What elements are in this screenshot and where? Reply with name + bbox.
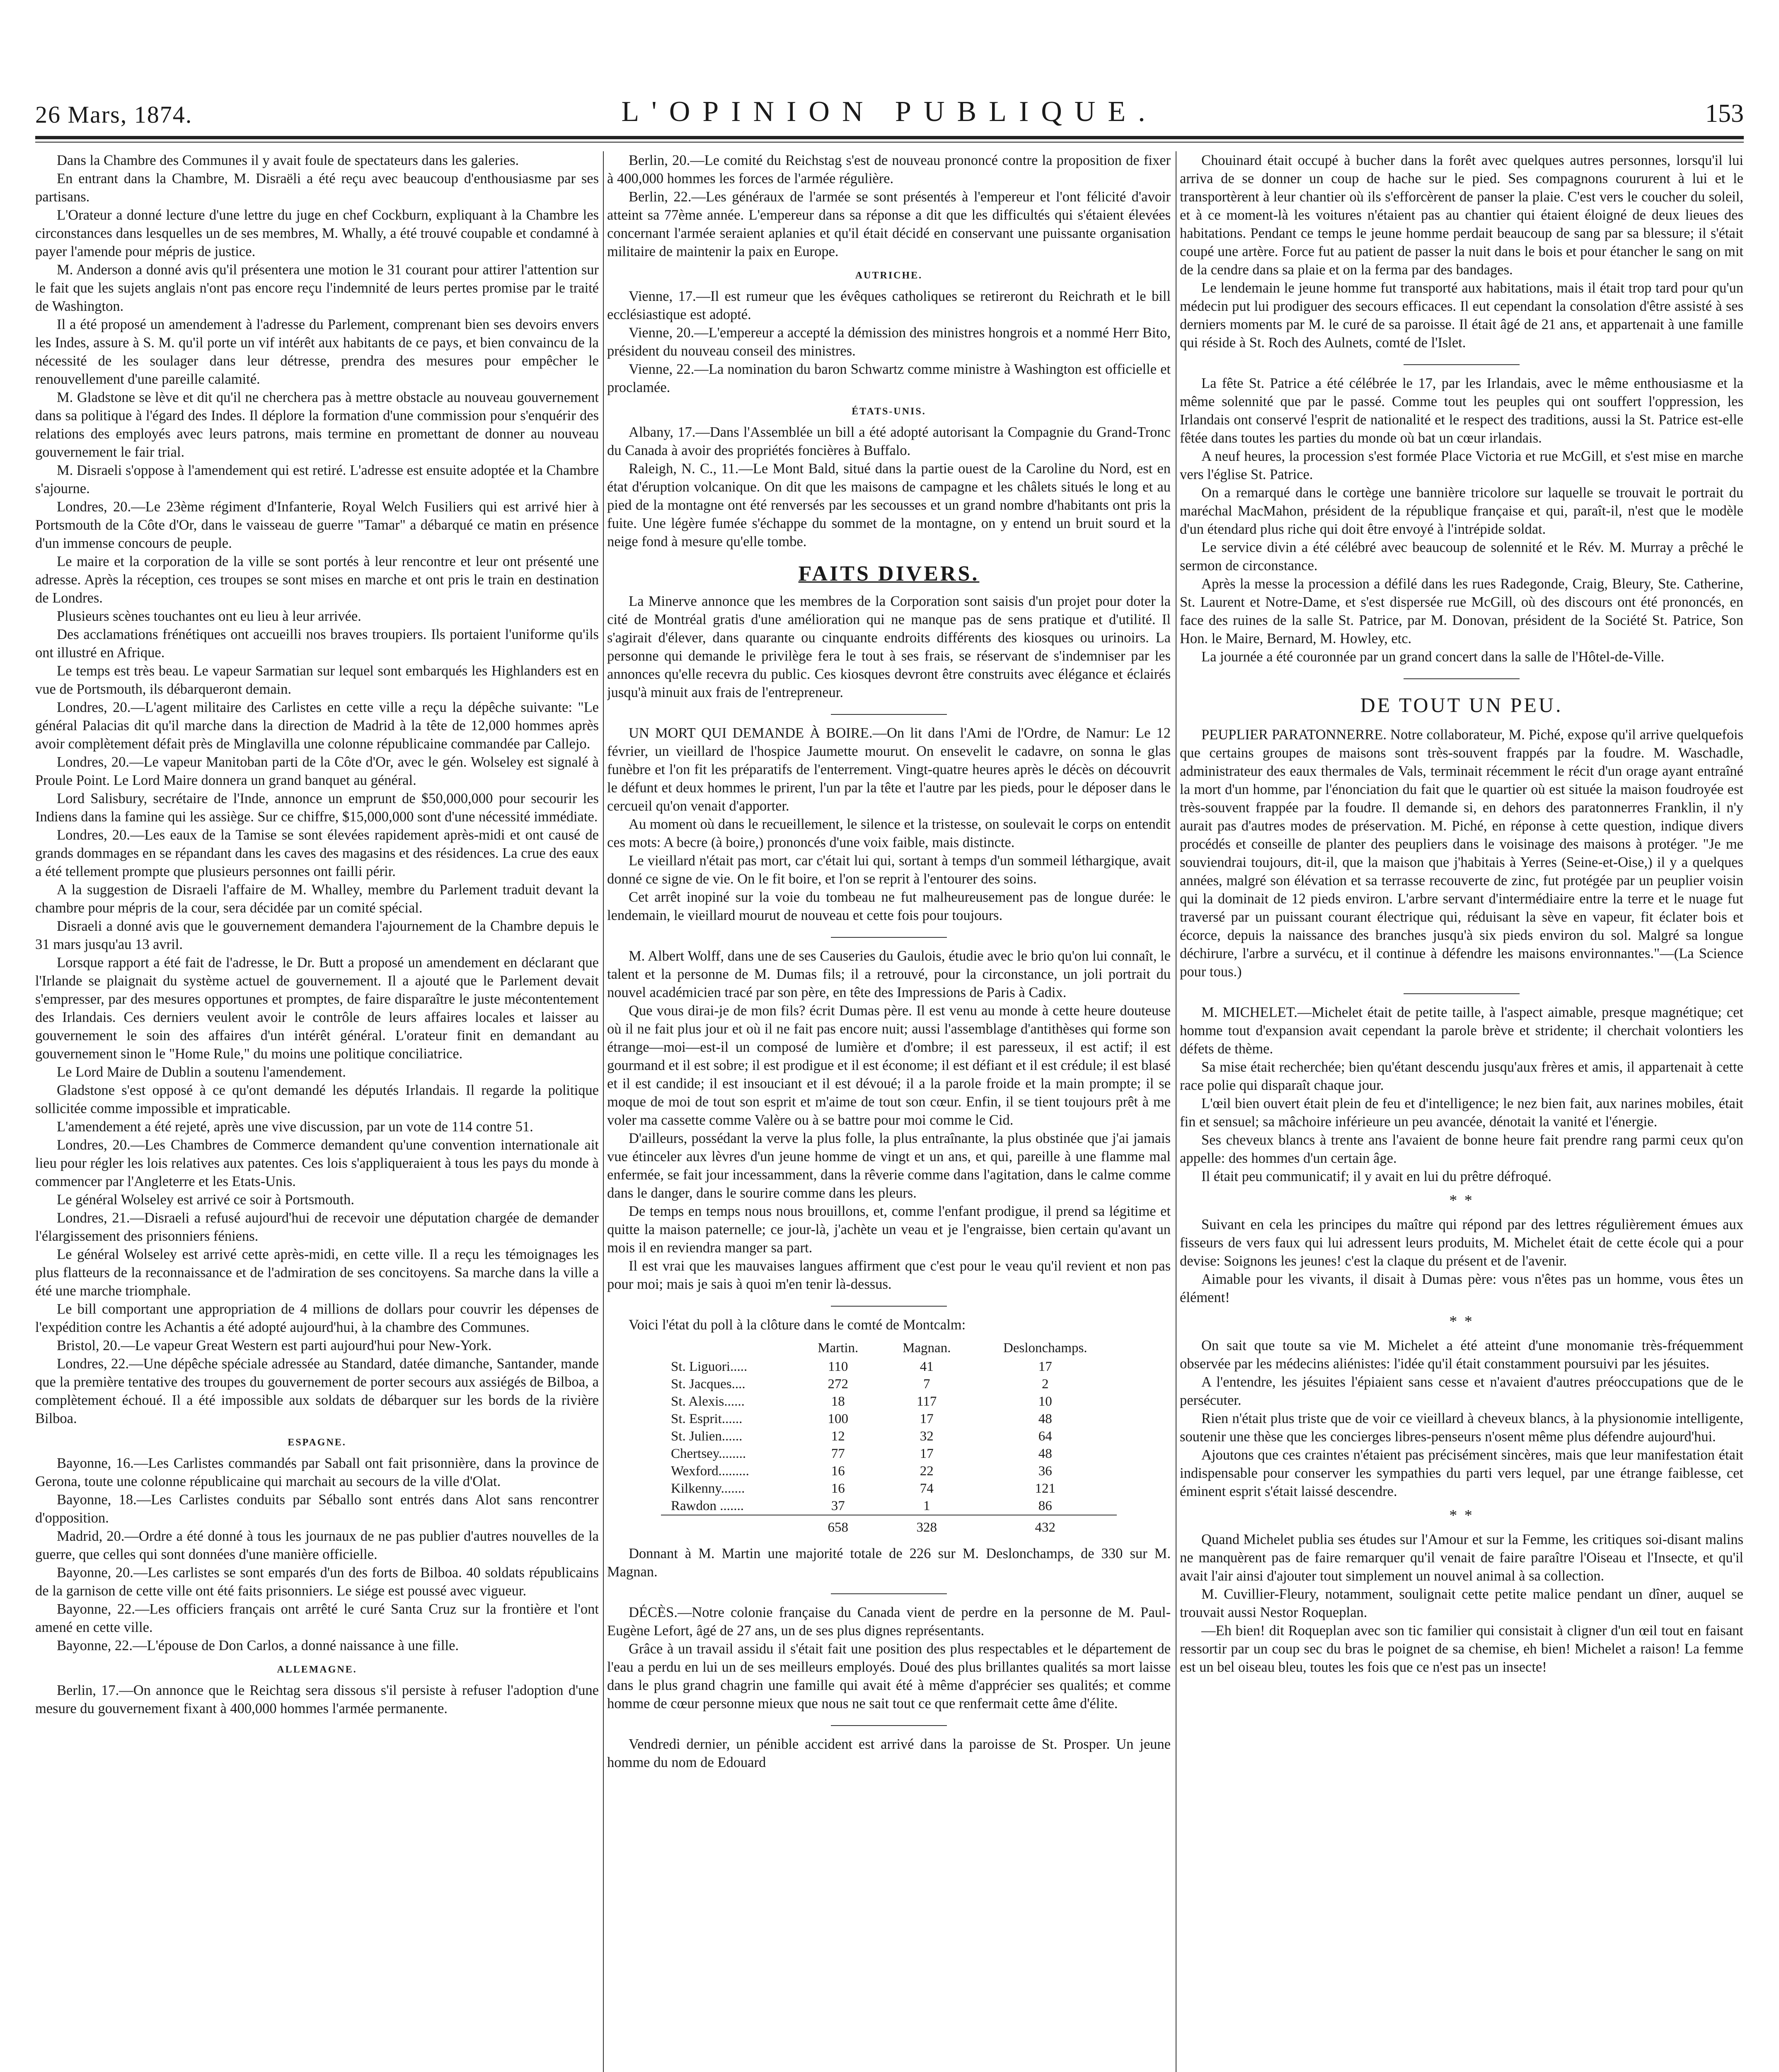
paragraph: L'œil bien ouvert était plein de feu et d'intelligence; le nez bien fait, aux narines mobiles, était fin et sensuel; sa mâchoire inférieure un peu avancée, dénotait la vanité et l'énergie. (1180, 1096, 1743, 1130)
poll-cell (661, 1515, 796, 1536)
paragraph: Madrid, 20.—Ordre a été donné à tous les journaux de ne pas publier d'autres nouvelles de la guerre, que celles qui sont données d'une manière officielle. (35, 1528, 599, 1562)
separator-rule (1404, 678, 1520, 679)
paragraph: Berlin, 17.—On annonce que le Reichtag sera dissous s'il persiste à refuser l'adoption d'une mesure du gouvernement fixant à 400,000 hommes l'armée permanente. (35, 1682, 599, 1716)
paragraph: Bayonne, 16.—Les Carlistes commandés par Saball ont fait prisonnière, dans la province de Gerona, toute une colonne républicaine qui marchait au secours de la ville d'Olat. (35, 1455, 599, 1489)
paragraph: Bayonne, 20.—Les carlistes se sont emparés d'un des forts de Bilboa. 40 soldats républicains de la garnison de cette ville ont été faits prisonniers. Le siége est poussé avec vigueur. (35, 1565, 599, 1599)
paragraph: Des acclamations frénétiques ont accueilli nos braves troupiers. Ils portaient l'uniforme qu'ils ont illustré en Afrique. (35, 627, 599, 661)
paragraph: Disraeli a donné avis que le gouvernement demandera l'ajournement de la Chambre depuis le 31 mars jusqu'au 13 avril. (35, 918, 599, 952)
poll-cell: 100 (828, 1411, 849, 1426)
poll-cell: 64 (1038, 1429, 1052, 1444)
poll-cell: 32 (920, 1429, 934, 1444)
poll-row (661, 1445, 1117, 1462)
column-right (1180, 151, 1743, 2072)
poll-cell: 74 (920, 1481, 934, 1496)
paragraph: La fête St. Patrice a été célébrée le 17, par les Irlandais, avec le même enthousiasme et la même solennité que par le passé. Comme tout les peuples qui ont souffert l'oppression, les Irlandais ont conservé l'esprit de nationalité et le respect des traditions, aussi la St. Patrice est-elle fêtée dans toutes les parties du monde où bat un cœur irlandais. (1180, 375, 1743, 446)
paragraph: Le temps est très beau. Le vapeur Sarmatian sur lequel sont embarqués les Highlanders est en vue de Portsmouth, ils débarqueront demain. (35, 663, 599, 697)
paragraph: Londres, 22.—Une dépêche spéciale adressée au Standard, datée dimanche, Santander, mande que la première tentative des troupes du gouvernement de porter secours aux assiégés de Bilboa, a complètement échoué. Il a été impossible aux soldats de débarquer sur les bords de la rivière Bilboa. (35, 1356, 599, 1426)
poll-cell: 16 (831, 1464, 845, 1479)
poll-header: Magnan. (903, 1341, 951, 1356)
poll-cell: 16 (831, 1481, 845, 1496)
poll-cell: 121 (1035, 1481, 1056, 1496)
paragraph: Quand Michelet publia ses études sur l'Amour et sur la Femme, les critiques soi-disant malins ne manquèrent pas de faire remarquer qu'il venait de faire paraître l'Oiseau et l'Insecte, et qu'il avait l'air ainsi d'ajouter tout simplement un nouvel animal à sa collection. (1180, 1532, 1743, 1584)
poll-row (661, 1480, 1117, 1497)
paragraph: Vienne, 20.—L'empereur a accepté la démission des ministres hongrois et a nommé Herr Bito, président du nouveau conseil des ministres. (607, 325, 1171, 359)
section-heading-de-tout-un-peu: DE TOUT UN PEU. (1360, 693, 1563, 716)
poll-cell: 2 (1042, 1377, 1049, 1392)
poll-cell: 272 (828, 1377, 849, 1392)
asterism-divider: * * (1449, 1192, 1474, 1209)
paragraph: Londres, 20.—Les Chambres de Commerce demandent qu'une convention internationale ait lieu pour régler les lois relatives aux patentes. Ces lois s'appliqueraient à tous les pays du monde à commencer par l'Angleterre et les Etats-Unis. (35, 1137, 599, 1189)
paragraph: L'amendement a été rejeté, après une vive discussion, par un vote de 114 contre 51. (57, 1119, 533, 1135)
poll-cell: 17 (920, 1446, 934, 1461)
paragraph: Le général Wolseley est arrivé cette après-midi, en cette ville. Il a reçu les témoignages les plus flatteurs de la reconnaissance et de l'admiration de ses concitoyens. Sa marche dans la ville a été une marche triomphale. (35, 1247, 599, 1299)
poll-cell: 7 (923, 1377, 930, 1392)
paragraph: La journée a été couronnée par un grand concert dans la salle de l'Hôtel-de-Ville. (1201, 649, 1665, 665)
paragraph: Le Lord Maire de Dublin a soutenu l'amendement. (57, 1064, 346, 1080)
paragraph: M. Anderson a donné avis qu'il présentera une motion le 31 courant pour attirer l'attention sur le fait que les sujets anglais n'ont pas encore reçu l'indemnité de leurs pertes promise par le traité de Washington. (35, 262, 599, 314)
section-subheading-autriche: AUTRICHE. (855, 270, 923, 281)
poll-cell: St. Julien...... (671, 1429, 743, 1444)
poll-row (661, 1393, 1117, 1410)
poll-cell: St. Jacques.... (671, 1377, 745, 1392)
asterism-divider: * * (1449, 1507, 1474, 1524)
column-divider (603, 151, 604, 2072)
paragraph: Cet arrêt inopiné sur la voie du tombeau ne fut malheureusement pas de longue durée: le lendemain, le vieillard mourut de nouveau et cette fois pour toujours. (607, 889, 1171, 923)
poll-cell: 12 (831, 1429, 845, 1444)
separator-rule (831, 937, 947, 938)
paragraph: Il était peu communicatif; il y avait en lui du prêtre défroqué. (1201, 1169, 1551, 1184)
poll-cell: 41 (920, 1359, 934, 1374)
poll-cell: 17 (920, 1411, 934, 1426)
poll-row (661, 1358, 1117, 1375)
paragraph: Londres, 21.—Disraeli a refusé aujourd'hui de recevoir une députation chargée de demander l'élargissement des prisonniers féniens. (35, 1210, 599, 1244)
asterism-divider: * * (1449, 1313, 1474, 1330)
paragraph: UN MORT QUI DEMANDE À BOIRE.—On lit dans l'Ami de l'Ordre, de Namur: Le 12 février, un vieillard de l'hospice Jaumette mourut. On ensevelit le cadavre, on sonna le glas funèbre et l'on fit les préparatifs de l'enterrement. Vingt-quatre heures après le décès on découvrit le défunt et deux hommes le prirent, l'un par la tête et l'autre par les pieds, pour le déposer dans le cercueil qu'on venait d'apporter. (607, 725, 1171, 814)
poll-cell: St. Liguori..... (671, 1359, 748, 1374)
paragraph: Londres, 20.—Le 23ème régiment d'Infanterie, Royal Welch Fusiliers qui est arrivé hier à Portsmouth de la Côte d'Or, dans le vaisseau de guerre "Tamar" a débarqué ce matin en présence d'un immense concours de peuple. (35, 499, 599, 551)
paragraph: Le lendemain le jeune homme fut transporté aux habitations, mais il était trop tard pour qu'un médecin put lui prodiguer des secours efficaces. Il eut cependant la consolation d'être assisté à ses derniers moments par M. le curé de sa paroisse. Il était âgé de 21 ans, et appartenait à une famille qui réside à St. Roch des Aulnets, comté de l'Islet. (1180, 280, 1743, 351)
paragraph: M. Cuvillier-Fleury, notamment, soulignait cette petite malice pendant un dîner, auquel se trouvait aussi Nestor Roqueplan. (1180, 1586, 1743, 1620)
separator-rule (831, 714, 947, 715)
paragraph: Vendredi dernier, un pénible accident est arrivé dans la paroisse de St. Prosper. Un jeune homme du nom de Edouard (607, 1736, 1171, 1770)
header-rule-thin (35, 142, 1744, 143)
paragraph: Berlin, 22.—Les généraux de l'armée se sont présentés à l'empereur et l'ont félicité d'avoir atteint sa 77ème année. L'empereur dans sa réponse a dit que les difficultés qui s'étaient élevées concernant l'armée seraient aplanies et qu'il était décidé en conservant une puissante organisation militaire de maintenir la paix en Europe. (607, 189, 1171, 259)
poll-header-row (661, 1338, 1117, 1358)
poll-total-row (661, 1515, 1117, 1536)
header-rule (35, 136, 1744, 139)
paragraph: M. MICHELET.—Michelet était de petite taille, à l'aspect aimable, presque magnétique; cet homme tout d'expansion avait cependant la parole brève et stridente; il cherchait volontiers les défets de thème. (1180, 1005, 1743, 1057)
paragraph: On sait que toute sa vie M. Michelet a été atteint d'une monomanie très-fréquemment observée par les médecins aliénistes: l'idée qu'il était constamment poursuivi par les jésuites. (1180, 1338, 1743, 1372)
separator-rule (831, 1306, 947, 1307)
poll-table (661, 1338, 1117, 1536)
paragraph: Ses cheveux blancs à trente ans l'avaient de bonne heure fait prendre rang parmi ceux qu'on appelle: des hommes d'un certain âge. (1180, 1132, 1743, 1166)
column-middle (607, 151, 1171, 2072)
paragraph: Le vieillard n'était pas mort, car c'était lui qui, sortant à temps d'un sommeil léthargique, avait donné ce signe de vie. On le fit boire, et l'on se reprit à l'entourer des soins. (607, 853, 1171, 887)
page-number: 153 (1705, 99, 1744, 128)
poll-cell: 22 (920, 1464, 934, 1479)
paragraph: Donnant à M. Martin une majorité totale de 226 sur M. Deslonchamps, de 330 sur M. Magnan. (607, 1546, 1171, 1580)
paragraph: Londres, 20.—Les eaux de la Tamise se sont élevées rapidement après-midi et ont causé de grands dommages en se répandant dans les caves des magasins et des résidences. La crue des eaux a été tellement prompte que plusieurs personnes ont failli périr. (35, 827, 599, 879)
poll-cell: St. Esprit...... (671, 1411, 743, 1426)
issue-date: 26 Mars, 1874. (35, 101, 193, 128)
poll-cell: 117 (917, 1394, 937, 1409)
paragraph: Vienne, 17.—Il est rumeur que les évêques catholiques se retireront du Reichrath et le bill ecclésiastique est adopté. (607, 288, 1171, 322)
poll-cell: 36 (1038, 1464, 1052, 1479)
paragraph: Raleigh, N. C., 11.—Le Mont Bald, situé dans la partie ouest de la Caroline du Nord, est en état d'éruption volcanique. On dit que les maisons de campagne et les châlets situés le long et au pied de la montagne ont été renversés par les secousses et un grand nombre d'habitants ont pris la fuite. Une légère fumée s'échappe du sommet de la montagne, on y entend un bruit sourd et la neige fond à mesure qu'elle tombe. (607, 461, 1171, 549)
paragraph: Vienne, 22.—La nomination du baron Schwartz comme ministre à Washington est officielle et proclamée. (607, 361, 1171, 395)
col1-news-block (35, 151, 599, 1428)
paragraph: Il est vrai que les mauvaises langues affirment que c'est pour le veau qu'il revient et non pas pour moi; mais je sais à quoi m'en tenir là-dessus. (607, 1258, 1171, 1292)
poll-cell: 17 (1038, 1359, 1052, 1374)
section-subheading-allemagne: ALLEMAGNE. (277, 1664, 357, 1675)
masthead-title: L'OPINION PUBLIQUE. (621, 96, 1158, 128)
paragraph: La Minerve annonce que les membres de la Corporation sont saisis d'un projet pour doter la cité de Montréal gratis d'une amélioration qui ne manque pas de sens pratique et d'utilité. Il s'agirait d'élever, dans quarante ou cinquante endroits différents des kiosques ou urinoirs. La personne qui demande le privilège fera le tout à ses frais, se réservant de s'indemniser par les annonces qu'elle recevra du public. Ces kiosques devront être construits avec élégance et éclairés jusqu'à minuit aux frais de l'entrepreneur. (607, 593, 1171, 700)
paragraph: Rien n'était plus triste que de voir ce vieillard à cheveux blancs, à la physionomie intelligente, soutenir une thèse que les concierges libres-penseurs n'osent même plus défendre aujourd'hui. (1180, 1411, 1743, 1445)
paragraph: Au moment où dans le recueillement, le silence et la tristesse, on soulevait le corps on entendit ces mots: A becre (à boire,) prononcés d'une voix faible, mais distincte. (607, 816, 1171, 850)
paragraph: Ajoutons que ces craintes n'étaient pas précisément sincères, mais que leur manifestation était indispensable pour conserver les sympathies du parti vers lequel, par une étrange faiblesse, cet éminent esprit s'était laissé descendre. (1180, 1447, 1743, 1499)
paragraph: Aimable pour les vivants, il disait à Dumas père: vous n'êtes pas un homme, vous êtes un élément! (1180, 1271, 1743, 1305)
column-left (35, 151, 599, 2072)
section-heading-text: FAITS DIVERS. (798, 562, 980, 586)
paragraph: D'ailleurs, possédant la verve la plus folle, la plus entraînante, la plus obstinée que j'ai jamais vue étinceler aux lèvres d'un jeune homme de vingt et un ans, et qui, pareille à une flamme mal enfermée, se fait jour incessamment, dans la rêverie comme dans l'agitation, dans le calme comme dans le danger, dans le sourire comme dans les pleurs. (607, 1130, 1171, 1201)
paragraph: Le général Wolseley est arrivé ce soir à Portsmouth. (57, 1192, 354, 1208)
poll-cell: 37 (831, 1498, 845, 1513)
poll-cell: 48 (1038, 1446, 1052, 1461)
paragraph: Plusieurs scènes touchantes ont eu lieu à leur arrivée. (57, 608, 361, 624)
paragraph: Après la messe la procession a défilé dans les rues Radegonde, Craig, Bleury, Ste. Catherine, St. Laurent et Notre-Dame, et s'est dispersée rue McGill, où des discours ont été prononcés, en face des ruines de la salle St. Patrice, par M. Donovan, président de la Société St. Patrice, Son Hon. le Maire, Bernard, M. Howley, etc. (1180, 576, 1743, 646)
separator-rule (1404, 993, 1520, 994)
paragraph: Lorsque rapport a été fait de l'adresse, le Dr. Butt a proposé un amendement en déclarant que l'Irlande se plaignait du système actuel de gouvernement. Il a ajouté que le Parlement devait s'empresser, par des mesures opportunes et promptes, de faire disparaître le juste mécontentement des Irlandais. Ces derniers veulent avoir le contrôle de leurs affaires locales et laisser au gouvernement le soin des affaires d'un intérêt général. L'orateur finit en demandant au gouvernement sinon le "Home Rule," du moins une politique conciliatrice. (35, 955, 599, 1062)
poll-header: Deslonchamps. (1003, 1341, 1087, 1356)
poll-cell: 10 (1038, 1394, 1052, 1409)
poll-cell: Rawdon ....... (671, 1498, 744, 1513)
page-header (35, 83, 1744, 128)
paragraph: Sa mise était recherchée; bien qu'étant descendu jusqu'aux frères et amis, il appartenait à cette race polie qui disparaît chaque jour. (1180, 1059, 1743, 1093)
poll-row (661, 1428, 1117, 1445)
paragraph: Chouinard était occupé à bucher dans la forêt avec quelques autres personnes, lorsqu'il lui arriva de se donner un coup de hache sur le pied. Ses compagnons coururent à lui et le transportèrent à leur chantier où ils s'efforcèrent de panser la plaie. C'est vers le coucher du soleil, et à ce moment-là les voitures n'étaient pas au chantier qui étaient éloigné de deux lieues des habitations. Pendant ce temps le jeune homme perdait beaucoup de sang par sa blessure; il s'était coupé une artère. Force fut au patient de passer la nuit dans le bois et pour étancher le sang on mit de la cendre dans sa plaie et on la ferma par des bandages. (1180, 152, 1743, 278)
poll-row (661, 1410, 1117, 1428)
paragraph: Gladstone s'est opposé à ce qu'ont demandé les députés Irlandais. Il regarde la politique sollicitée comme impossible et impraticable. (35, 1082, 599, 1116)
paragraph: Le service divin a été célébré avec beaucoup de solennité et le Rév. M. Murray a prêché le sermon de circonstance. (1180, 540, 1743, 574)
paragraph: On a remarqué dans le cortège une bannière tricolore sur laquelle se trouvait le portrait du maréchal MacMahon, président de la république française et qui, paraît-il, n'est que le modèle d'un étendard plus riche qui doit être envoyé à l'intrépide soldat. (1180, 485, 1743, 537)
poll-row (661, 1375, 1117, 1393)
poll-cell: Wexford......... (671, 1464, 749, 1479)
paragraph: —Eh bien! dit Roqueplan avec son tic familier qui consistait à cligner d'un œil tout en faisant ressortir par un coup sec du bras le poignet de sa chemise, eh bien! Michelet a raison! La femme est un bel oiseau bleu, toutes les fois que ce n'est pas un insecte! (1180, 1623, 1743, 1675)
poll-total: 658 (796, 1515, 880, 1536)
paragraph: M. Gladstone se lève et dit qu'il ne cherchera pas à mettre obstacle au nouveau gouvernement dans sa politique à l'égard des Indes. Il déplore la formation d'une commission pour s'enquérir des relations des employés avec leurs patrons, mais termine en promettant de donner au nouveau gouvernement le fair trial. (35, 390, 599, 460)
poll-row (661, 1497, 1117, 1515)
paragraph: Dans la Chambre des Communes il y avait foule de spectateurs dans les galeries. (57, 152, 519, 168)
paragraph: Suivant en cela les principes du maître qui répond par des lettres régulièrement émues aux fisseurs de vers faux qui lui adressent leurs produits, M. Michelet était de cette école qui a pour devise: Soignons les jeunes! c'est la claque du présent et de l'avenir. (1180, 1217, 1743, 1269)
separator-rule (831, 1593, 947, 1594)
poll-cell: 110 (828, 1359, 848, 1374)
poll-cell: Chertsey........ (671, 1446, 746, 1461)
paragraph: PEUPLIER PARATONNERRE. Notre collaborateur, M. Piché, expose qu'il arrive quelquefois que certains groupes de maisons sont très-souvent frappés par la foudre. M. Waschadle, administrateur des eaux thermales de Vals, terminait récemment le récit d'un orage ayant entraîné la mort d'un homme, par l'énonciation du fait que le quartier où est située la maison foudroyée est très-souvent frappée par la foudre. Il demande si, en dehors des paratonnerres Franklin, il n'y aurait pas d'autres modes de préservation. M. Piché, en réponse à cette question, indique divers procédés et conseille de planter des peupliers dans le voisinage des maisons à protéger. "Je me souviendrai toujours, dit-il, que la maison que j'habitais à Yerres (Seine-et-Oise,) il y a quelques années, malgré son élévation et sa terrasse recouverte de zinc, fut protégée par un peuplier voisin qui la dominait de 12 pieds environ. L'arbre servant d'intermédiaire entre la terre et le nuage fut traversé par un puissant courant électrique qui, réduisant la sève en vapeur, fit éclater bois et écorce, depuis la naissance des branches jusqu'à six pieds environ du sol. Malgré sa longue déchirure, l'arbre a survécu, et il continue à défendre les maisons environnantes."—(La Science pour tous.) (1180, 727, 1743, 980)
paragraph: A la suggestion de Disraeli l'affaire de M. Whalley, membre du Parlement traduit devant la chambre pour mépris de la cour, sera décidée par un comité spécial. (35, 882, 599, 916)
section-subheading-espagne: ESPAGNE. (288, 1437, 346, 1448)
paragraph: Que vous dirai-je de mon fils? écrit Dumas père. Il est venu au monde à cette heure douteuse où il ne fait plus jour et où il ne fait pas encore nuit; aussi l'assemblage d'antithèses qui forme son étrange—moi—est-il un composé de lumière et d'ombre; il est paresseux, il est actif; il est gourmand et il est sobre; il est prodigue et il est économe; il est défiant et il est crédule; il est blasé et il est candide; il est insouciant et il est dévoué; il a la parole froide et la main prompte; il se moque de moi de tout son esprit et m'aime de tout son cœur. Enfin, il se tient toujours prêt à me voler ma cassette comme Valère ou à se battre pour moi comme le Cid. (607, 1003, 1171, 1128)
poll-cell: 48 (1038, 1411, 1052, 1426)
paragraph: Il a été proposé un amendement à l'adresse du Parlement, comprenant bien ses devoirs envers les Indes, assure à S. M. qu'il porte un vif intérêt aux habitants de ce pays, et bien convaincu de la nécessité de les soulager dans leur détresse, prendra des mesures pour empêcher le renouvellement d'une pareille calamité. (35, 317, 599, 387)
paragraph: Bayonne, 22.—Les officiers français ont arrêté le curé Santa Cruz sur la frontière et l'ont amené en cette ville. (35, 1601, 599, 1635)
paragraph: Londres, 20.—Le vapeur Manitoban parti de la Côte d'Or, avec le gén. Wolseley est signalé à Proule Point. Le Lord Maire donnera un grand banquet au général. (35, 754, 599, 788)
paragraph: DÉCÈS.—Notre colonie française du Canada vient de perdre en la personne de M. Paul-Eugène Lefort, âgé de 27 ans, un de ses plus dignes représentants. (607, 1605, 1171, 1639)
poll-cell: Kilkenny....... (671, 1481, 745, 1496)
separator-rule (831, 1725, 947, 1726)
paragraph: Bayonne, 22.—L'épouse de Don Carlos, a donné naissance à une fille. (57, 1638, 459, 1653)
poll-cell: 1 (923, 1498, 930, 1513)
poll-header (661, 1338, 796, 1358)
paragraph: Bristol, 20.—Le vapeur Great Western est parti aujourd'hui pour New-York. (57, 1338, 492, 1353)
poll-row (661, 1462, 1117, 1480)
poll-cell: 18 (831, 1394, 845, 1409)
paragraph: Lord Salisbury, secrétaire de l'Inde, annonce un emprunt de $50,000,000 pour secourir les Indiens dans la famine qui les assiège. Sur ce chiffre, $15,000,000 sont d'une nécessité immédiate. (35, 791, 599, 825)
paragraph: M. Albert Wolff, dans une de ses Causeries du Gaulois, étudie avec le brio qu'on lui connaît, le talent et la personne de M. Dumas fils; il a retrouvé, pour la circonstance, un joli portrait du nouvel académicien tracé par son père, en tête des Impressions de Paris à Cadix. (607, 948, 1171, 1000)
section-heading-faits-divers (607, 562, 1171, 586)
poll-total: 432 (974, 1515, 1117, 1536)
paragraph: L'Orateur a donné lecture d'une lettre du juge en chef Cockburn, expliquant à la Chambre les circonstances dans lesquelles un de ses membres, M. Whally, a été trouvé coupable et condamné à payer l'amende pour mépris de justice. (35, 207, 599, 259)
paragraph: Bayonne, 18.—Les Carlistes conduits par Séballo sont entrés dans Alot sans rencontrer d'opposition. (35, 1492, 599, 1526)
poll-header: Martin. (818, 1341, 859, 1356)
paragraph: Albany, 17.—Dans l'Assemblée un bill a été adopté autorisant la Compagnie du Grand-Tronc du Canada à avoir des propriétés foncières à Buffalo. (607, 424, 1171, 458)
section-subheading-etats-unis: ÉTATS-UNIS. (852, 406, 926, 417)
paragraph: En entrant dans la Chambre, M. Disraëli a été reçu avec beaucoup d'enthousiasme par ses partisans. (35, 171, 599, 205)
paragraph: A l'entendre, les jésuites l'épiaient sans cesse et n'avaient d'autres préoccupations que de le persécuter. (1180, 1374, 1743, 1408)
paragraph: Londres, 20.—L'agent militaire des Carlistes en cette ville a reçu la dépêche suivante: "Le général Palacias dit qu'il marche dans la direction de Madrid à la tête de 12,000 hommes après avoir complètement défait près de Minglavilla une colonne républicaine commandée par Callejo. (35, 700, 599, 752)
paragraph: A neuf heures, la procession s'est formée Place Victoria et rue McGill, et s'est mise en marche vers l'église St. Patrice. (1180, 448, 1743, 482)
paragraph: De temps en temps nous nous brouillons, et, comme l'enfant prodigue, il prend sa légitime et quitte la maison paternelle; ce jour-là, j'achète un veau et je l'engraisse, bien certain qu'avant un mois il en reviendra manger sa part. (607, 1203, 1171, 1256)
paragraph: M. Disraeli s'oppose à l'amendement qui est retiré. L'adresse est ensuite adoptée et la Chambre s'ajourne. (35, 462, 599, 496)
paragraph: Le maire et la corporation de la ville se sont portés à leur rencontre et leur ont présenté une adresse. Après la réception, ces troupes se sont mises en marche et ont pris le train en destination de Londres. (35, 554, 599, 606)
poll-intro: Voici l'état du poll à la clôture dans le comté de Montcalm: (629, 1317, 966, 1333)
poll-cell: St. Alexis...... (671, 1394, 745, 1409)
paragraph: Grâce à un travail assidu il s'était fait une position des plus respectables et le département de l'eau a perdu en lui un de ses meilleurs employés. Doué des plus brillantes qualités sa mort laisse dans le plus grand chagrin une famille qui avait été à même d'apprécier ses qualités; et comme homme de cœur personne mieux que nous ne sait tout ce que renfermait cette âme d'élite. (607, 1641, 1171, 1711)
poll-cell: 77 (831, 1446, 845, 1461)
paragraph: Le bill comportant une appropriation de 4 millions de dollars pour couvrir les dépenses de l'expédition contre les Achantis a été adopté aujourd'hui, à la chambre des Communes. (35, 1301, 599, 1335)
paragraph: Berlin, 20.—Le comité du Reichstag s'est de nouveau prononcé contre la proposition de fixer à 400,000 hommes les forces de l'armée régulière. (607, 152, 1171, 186)
poll-cell: 86 (1038, 1498, 1052, 1513)
poll-total: 328 (880, 1515, 974, 1536)
separator-rule (1404, 364, 1520, 365)
